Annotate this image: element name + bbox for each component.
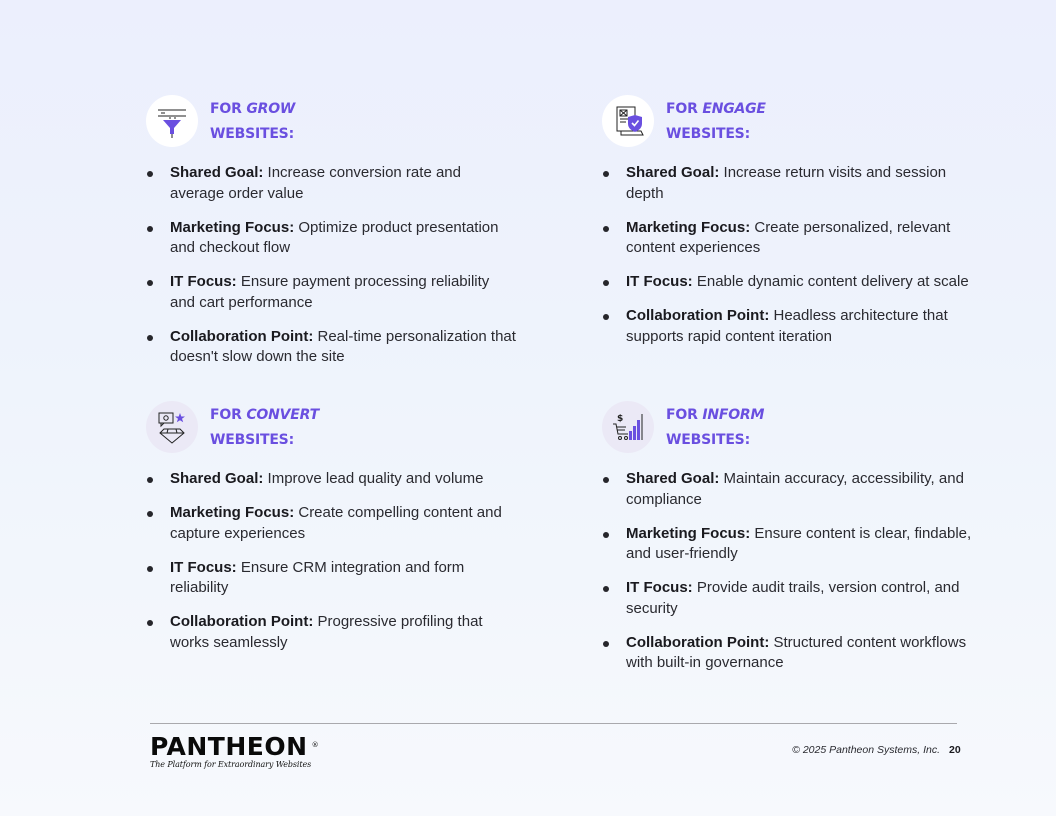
list-item: Shared Goal: Increase conversion rate and average order value (146, 163, 516, 204)
copyright-text: © 2025 Pantheon Systems, Inc. (792, 744, 940, 756)
funnel-icon (146, 95, 198, 147)
list-item: Collaboration Point: Structured content workflows with built-in governance (602, 633, 972, 674)
list-item: Marketing Focus: Create personalized, relevant content experiences (602, 218, 972, 259)
list-item: Marketing Focus: Create compelling content and capture experiences (146, 503, 516, 544)
list-item: Shared Goal: Improve lead quality and volume (146, 469, 516, 490)
list-item: IT Focus: Enable dynamic content delivery at scale (602, 272, 972, 293)
section-header (146, 401, 516, 461)
section-title: FOR CONVERT WEBSITES: (210, 407, 319, 448)
list-item: Shared Goal: Increase return visits and session depth (602, 163, 972, 204)
section-inform (602, 401, 972, 687)
bullet-list (602, 163, 972, 347)
bullet-list (602, 469, 972, 674)
section-header (146, 95, 516, 155)
logo-tagline: The Platform for Extraordinary Websites (150, 760, 312, 769)
cart-growth-icon (602, 401, 654, 453)
pantheon-logo (150, 732, 320, 769)
footer-divider (150, 723, 957, 724)
section-grow (146, 95, 516, 381)
section-header (602, 401, 972, 461)
bullet-list (146, 163, 516, 368)
section-title: FOR INFORM WEBSITES: (666, 407, 765, 448)
list-item: Collaboration Point: Headless architecture that supports rapid content iteration (602, 306, 972, 347)
diamond-icon (146, 401, 198, 453)
logo-wordmark: PANTHEON ® (150, 732, 320, 761)
section-title: FOR ENGAGE WEBSITES: (666, 101, 766, 142)
section-header (602, 95, 972, 155)
list-item: Collaboration Point: Real-time personalization that doesn't slow down the site (146, 327, 516, 368)
list-item: Collaboration Point: Progressive profiling that works seamlessly (146, 612, 516, 653)
list-item: IT Focus: Provide audit trails, version control, and security (602, 578, 972, 619)
list-item: Marketing Focus: Ensure content is clear, findable, and user-friendly (602, 524, 972, 565)
section-engage (602, 95, 972, 361)
list-item: Shared Goal: Maintain accuracy, accessibility, and compliance (602, 469, 972, 510)
list-item: Marketing Focus: Optimize product presentation and checkout flow (146, 218, 516, 259)
list-item: IT Focus: Ensure CRM integration and form reliability (146, 558, 516, 599)
section-convert (146, 401, 516, 667)
bullet-list (146, 469, 516, 653)
page-number: 20 (949, 744, 961, 756)
list-item: IT Focus: Ensure payment processing reliability and cart performance (146, 272, 516, 313)
svg-text:$: $ (617, 414, 624, 424)
section-title: FOR GROW WEBSITES: (210, 101, 296, 142)
document-shield-icon (602, 95, 654, 147)
